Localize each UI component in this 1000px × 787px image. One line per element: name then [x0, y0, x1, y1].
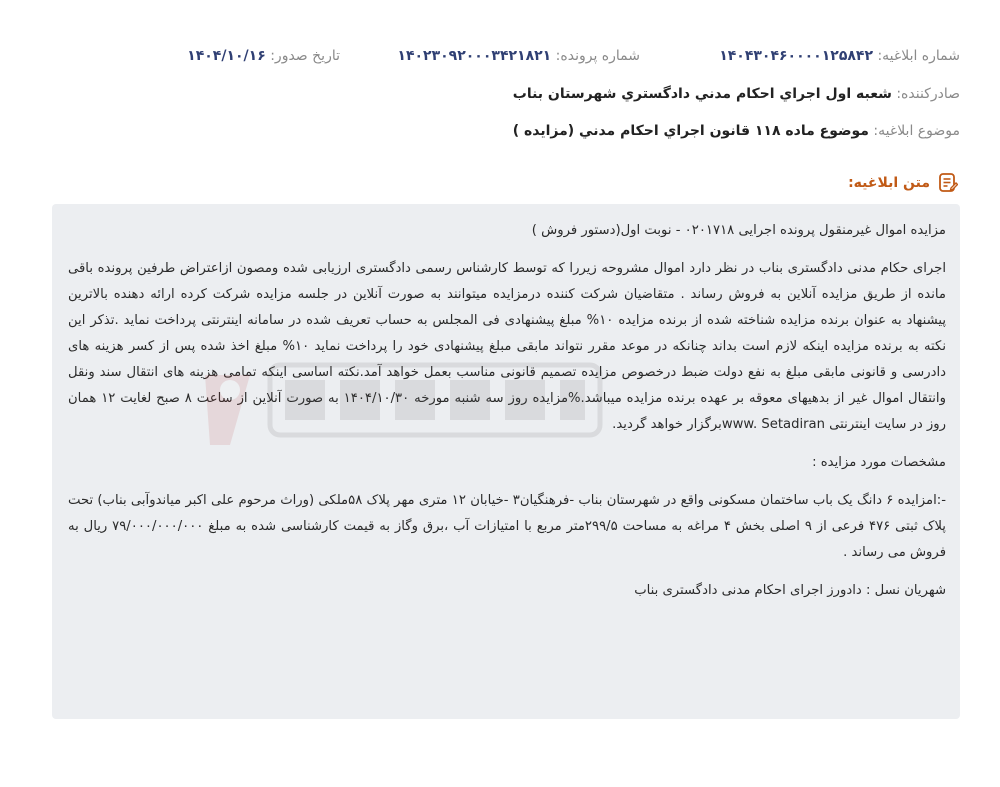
- subject-label: موضوع ابلاغیه:: [873, 123, 960, 139]
- auction-body: اجرای حکام مدنی دادگستری بناب در نظر دارد اموال مشروحه زیررا که توسط کارشناس رسمی دادگستری ارزیابی شده ومصون ازاعتراض طرفین پرونده باقی مانده از طریق مزایده آنلاین به فروش رساند . متقاضیان شرکت کننده درمزایده میتوانند به صورت آنلاین در جلسه مزایده شرکت کرده ارائه دهنده بالاترین پیشنهاد به عنوان برنده مزایده شناخته شده از برنده مزایده ۱۰% مبلغ پیشنهادی فی المجلس به حساب تعریف شده در سامانه اینترنتی پرداخت نماید .تذکر این نکته به برنده مزایده اینکه لازم است بداند چنانکه در موعد مقرر نتواند مابقی مبلغ پیشنهادی خود را پرداخت نماید ۱۰% مبلغ اخذ شده پس از کسر هزینه های دادرسی و قانونی مابقی مبلغ به نفع دولت ضبط درخصوص مزایده تصمیم قانونی مناسب بعمل خواهد آمد.نکته اساسی اینکه تمامی هزینه های انتقال سند ونقل وانتقال اموال غیر از بدهیهای معوقه بر عهده برنده مزایده میباشد.%مزایده روز سه شنبه مورخه ۱۴۰۴/۱۰/۳۰ به صورت آنلاین از ساعت ۸ صبح لغایت ۱۲ همان روز در سایت اینترنتی www. Setadiranبرگزار خواهد گردید.: [68, 261, 946, 432]
- specs-text: -:امزایده ۶ دانگ یک باب ساختمان مسکونی واقع در شهرستان بناب -فرهنگیان۳ -خیابان ۱۲ متری مهر پلاک ۵۸ملکی (وراث مرحوم علی اکبر میاندوآبی بناب) تحت پلاک ثبتی ۴۷۶ فرعی از ۹ اصلی بخش ۴ مراغه به مساحت ۲۹۹/۵متر مربع با امتیازات آب ،برق وگاز به قیمت کارشناسی شده به مبلغ ۷۹/۰۰۰/۰۰۰/۰۰۰ ریال به فروش می رساند .: [68, 493, 946, 560]
- document-icon: [938, 172, 958, 194]
- case-number-label: شماره پرونده:: [555, 48, 640, 64]
- notice-body-panel: [52, 204, 960, 719]
- notice-number-label: شماره ابلاغیه:: [877, 48, 960, 64]
- issue-date-label: تاریخ صدور:: [270, 48, 340, 64]
- auction-title: مزایده اموال غیرمنقول پرونده اجرایی ۰۲۰۱۷۱۸ - نوبت اول(دستور فروش ): [531, 223, 946, 238]
- notice-number-value: ۱۴۰۴۳۰۴۶۰۰۰۰۱۲۵۸۴۲: [719, 48, 873, 64]
- issue-date: [187, 48, 340, 64]
- case-number-value: ۱۴۰۲۳۰۹۲۰۰۰۳۴۲۱۸۲۱: [397, 48, 552, 64]
- subject-value: موضوع ماده ۱۱۸ قانون اجراي احكام مدني (مزايده ): [512, 123, 869, 139]
- header-meta-row: [40, 48, 960, 70]
- issuer-value: شعبه اول اجراي احكام مدني دادگستري شهرستان بناب: [512, 86, 892, 102]
- issuer-row: [513, 86, 960, 102]
- case-number: [397, 48, 640, 64]
- issue-date-value: ۱۴۰۴/۱۰/۱۶: [187, 48, 266, 64]
- subject-row: [513, 123, 960, 139]
- notice-text-heading: [848, 172, 958, 194]
- signature: شهریان نسل : دادورز اجرای احکام مدنی دادگستری بناب: [634, 583, 946, 598]
- notice-text-heading-label: متن ابلاغیه:: [848, 175, 930, 191]
- issuer-label: صادرکننده:: [896, 86, 960, 102]
- specs-heading: مشخصات مورد مزایده :: [812, 455, 946, 470]
- notice-number: [719, 48, 960, 64]
